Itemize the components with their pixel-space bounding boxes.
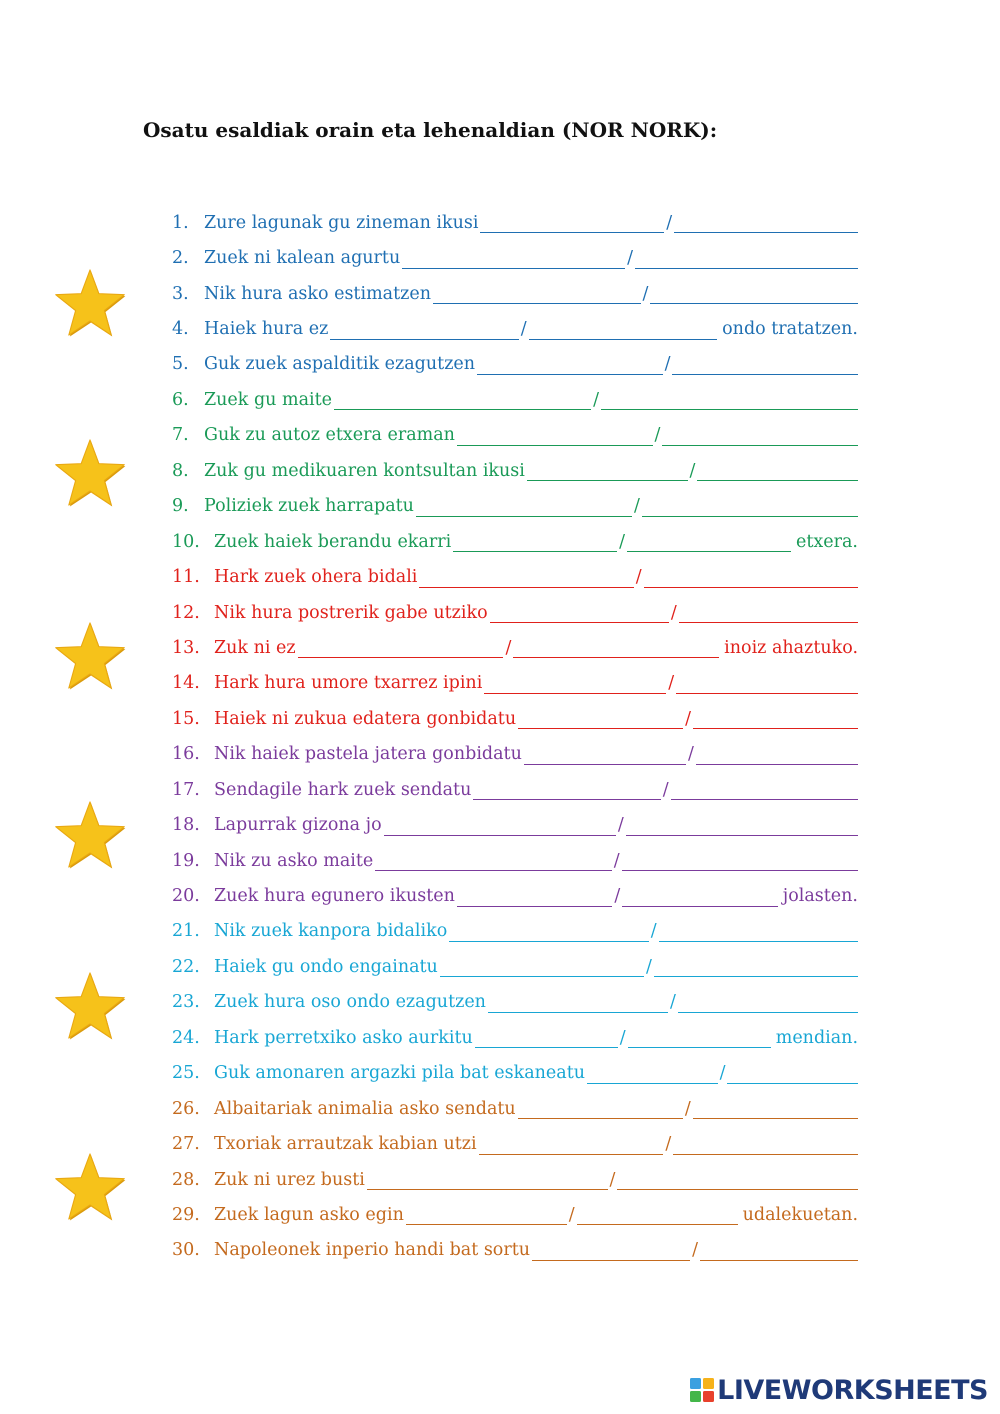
answer-blank-present[interactable]: [457, 425, 653, 446]
blank-separator: /: [505, 637, 512, 658]
exercise-list: [172, 205, 858, 1268]
answer-blank-past[interactable]: [700, 1240, 858, 1261]
exercise-row: [172, 807, 858, 842]
exercise-number: 19.: [172, 850, 200, 871]
answer-blank-past[interactable]: [697, 460, 858, 481]
exercise-row: [172, 205, 858, 240]
exercise-sentence-ending: ondo tratatzen.: [722, 319, 858, 340]
exercise-number: 24.: [172, 1027, 200, 1048]
blank-separator: /: [617, 815, 624, 836]
exercise-row: [172, 949, 858, 984]
blank-separator: /: [692, 1240, 698, 1261]
blank-separator: /: [568, 1204, 575, 1225]
answer-blank-present[interactable]: [484, 673, 666, 694]
blank-separator: /: [642, 283, 649, 304]
exercise-sentence-ending: jolasten.: [782, 886, 858, 907]
answer-blank-present[interactable]: [298, 637, 504, 658]
blank-separator: /: [619, 1027, 626, 1048]
blank-separator: /: [665, 1134, 672, 1155]
answer-blank-present[interactable]: [375, 850, 611, 871]
exercise-number: 1.: [172, 212, 189, 233]
exercise-row: [172, 737, 858, 772]
blank-separator: /: [650, 921, 657, 942]
answer-blank-past[interactable]: [622, 850, 858, 871]
blank-separator: /: [635, 567, 642, 588]
exercise-row: [172, 1056, 858, 1091]
answer-blank-past[interactable]: [659, 921, 858, 942]
answer-blank-present[interactable]: [330, 319, 518, 340]
answer-blank-past[interactable]: [627, 531, 791, 552]
answer-blank-present[interactable]: [490, 602, 669, 623]
answer-blank-past[interactable]: [679, 602, 858, 623]
exercise-number: 7.: [172, 425, 189, 446]
exercise-sentence: Hark hura umore txarrez ipini: [214, 673, 483, 694]
blank-separator: /: [627, 248, 634, 269]
answer-blank-present[interactable]: [453, 531, 617, 552]
exercise-sentence: Sendagile hark zuek sendatu: [214, 779, 472, 800]
answer-blank-past[interactable]: [672, 354, 858, 375]
exercise-sentence: Haiek gu ondo engainatu: [214, 956, 438, 977]
exercise-sentence: Zuek ni kalean agurtu: [204, 248, 401, 269]
blank-separator: /: [684, 1098, 691, 1119]
exercise-number: 17.: [172, 779, 200, 800]
exercise-sentence: Hark perretxiko asko aurkitu: [214, 1027, 473, 1048]
exercise-row: [172, 701, 858, 736]
exercise-sentence: Zure lagunak gu zineman ikusi: [204, 212, 479, 233]
answer-blank-past[interactable]: [635, 248, 858, 269]
answer-blank-present[interactable]: [457, 886, 613, 907]
answer-blank-present[interactable]: [524, 744, 686, 765]
exercise-sentence: Haiek ni zukua edatera gonbidatu: [214, 708, 517, 729]
exercise-number: 27.: [172, 1134, 200, 1155]
exercise-row: [172, 382, 858, 417]
exercise-sentence: Hark zuek ohera bidali: [214, 567, 418, 588]
exercise-sentence-ending: inoiz ahaztuko.: [724, 637, 859, 658]
answer-blank-past[interactable]: [644, 567, 858, 588]
exercise-number: 11.: [172, 567, 200, 588]
answer-blank-past[interactable]: [628, 1027, 771, 1048]
exercise-number: 15.: [172, 708, 200, 729]
exercise-number: 14.: [172, 673, 200, 694]
exercise-row: [172, 453, 858, 488]
liveworksheets-logo[interactable]: [690, 1374, 988, 1406]
exercise-row: [172, 1126, 858, 1161]
blank-separator: /: [609, 1169, 616, 1190]
blank-separator: /: [668, 673, 675, 694]
answer-blank-present[interactable]: [532, 1240, 690, 1261]
star-icon: [54, 971, 126, 1041]
answer-blank-past[interactable]: [650, 283, 858, 304]
exercise-sentence: Nik zu asko maite: [214, 850, 374, 871]
exercise-number: 13.: [172, 637, 200, 658]
exercise-sentence: Zuek hura egunero ikusten: [214, 886, 455, 907]
answer-blank-present[interactable]: [480, 212, 664, 233]
exercise-row: [172, 418, 858, 453]
answer-blank-past[interactable]: [662, 425, 858, 446]
exercise-row: [172, 1020, 858, 1055]
answer-blank-past[interactable]: [513, 637, 719, 658]
exercise-sentence: Guk amonaren argazki pila bat eskaneatu: [214, 1063, 586, 1084]
exercise-sentence-ending: udalekuetan.: [742, 1204, 859, 1225]
answer-blank-past[interactable]: [693, 708, 858, 729]
exercise-sentence: Guk zu autoz etxera eraman: [204, 425, 455, 446]
exercise-number: 5.: [172, 354, 189, 375]
worksheet-title: Osatu esaldiak orain eta lehenaldian (NOR NORK):: [143, 118, 718, 142]
exercise-row: [172, 1091, 858, 1126]
exercise-number: 21.: [172, 921, 200, 942]
exercise-sentence: Zuk ni urez busti: [214, 1169, 365, 1190]
blank-separator: /: [670, 992, 676, 1013]
exercise-row: [172, 559, 858, 594]
exercise-sentence: Zuek gu maite: [204, 389, 333, 410]
exercise-sentence: Zuk ni ez: [214, 637, 296, 658]
answer-blank-past[interactable]: [671, 779, 858, 800]
exercise-number: 16.: [172, 744, 200, 765]
exercise-sentence: Zuek hura oso ondo ezagutzen: [214, 992, 486, 1013]
exercise-row: [172, 276, 858, 311]
blank-separator: /: [666, 212, 673, 233]
exercise-sentence: Zuk gu medikuaren kontsultan ikusi: [204, 460, 525, 481]
blank-separator: /: [685, 708, 692, 729]
blank-separator: /: [614, 886, 621, 907]
star-icon: [54, 438, 126, 508]
exercise-sentence: Zuek haiek berandu ekarri: [214, 531, 452, 552]
answer-blank-past[interactable]: [676, 673, 858, 694]
answer-blank-present[interactable]: [449, 921, 648, 942]
answer-blank-present[interactable]: [416, 496, 632, 517]
exercise-sentence: Nik hura postrerik gabe utziko: [214, 602, 488, 623]
answer-blank-present[interactable]: [477, 354, 663, 375]
exercise-sentence: Guk zuek aspalditik ezagutzen: [204, 354, 476, 375]
answer-blank-past[interactable]: [674, 212, 858, 233]
answer-blank-past[interactable]: [529, 319, 717, 340]
exercise-sentence: Lapurrak gizona jo: [214, 815, 382, 836]
exercise-number: 9.: [172, 496, 189, 517]
star-icon: [54, 621, 126, 691]
exercise-number: 30.: [172, 1240, 200, 1261]
exercise-number: 29.: [172, 1204, 200, 1225]
exercise-number: 8.: [172, 460, 189, 481]
answer-blank-present[interactable]: [440, 956, 644, 977]
exercise-number: 26.: [172, 1098, 200, 1119]
answer-blank-present[interactable]: [473, 779, 660, 800]
exercise-row: [172, 1162, 858, 1197]
exercise-number: 2.: [172, 248, 189, 269]
star-icon: [54, 268, 126, 338]
blank-separator: /: [593, 389, 599, 410]
exercise-number: 12.: [172, 602, 200, 623]
answer-blank-past[interactable]: [601, 389, 858, 410]
star-icon: [54, 800, 126, 870]
answer-blank-past[interactable]: [617, 1169, 858, 1190]
answer-blank-present[interactable]: [527, 460, 688, 481]
exercise-row: [172, 311, 858, 346]
answer-blank-past[interactable]: [626, 815, 858, 836]
exercise-row: [172, 1197, 858, 1232]
answer-blank-past[interactable]: [642, 496, 858, 517]
answer-blank-present[interactable]: [402, 248, 625, 269]
exercise-sentence: Poliziek zuek harrapatu: [204, 496, 414, 517]
answer-blank-present[interactable]: [433, 283, 641, 304]
answer-blank-past[interactable]: [678, 992, 858, 1013]
exercise-row: [172, 1233, 858, 1268]
blank-separator: /: [619, 531, 626, 552]
star-icon: [54, 1152, 126, 1222]
exercise-row: [172, 524, 858, 559]
answer-blank-present[interactable]: [419, 567, 633, 588]
exercise-sentence: Haiek hura ez: [204, 319, 329, 340]
liveworksheets-logo-icon: [690, 1378, 714, 1402]
exercise-sentence: Napoleonek inperio handi bat sortu: [214, 1240, 531, 1261]
blank-separator: /: [520, 319, 527, 340]
answer-blank-present[interactable]: [587, 1063, 718, 1084]
answer-blank-past[interactable]: [727, 1063, 858, 1084]
answer-blank-past[interactable]: [696, 744, 858, 765]
answer-blank-present[interactable]: [406, 1204, 567, 1225]
exercise-number: 3.: [172, 283, 189, 304]
exercise-number: 18.: [172, 815, 200, 836]
answer-blank-present[interactable]: [367, 1169, 608, 1190]
answer-blank-present[interactable]: [488, 992, 668, 1013]
answer-blank-past[interactable]: [673, 1134, 858, 1155]
exercise-number: 28.: [172, 1169, 200, 1190]
exercise-row: [172, 347, 858, 382]
exercise-row: [172, 878, 858, 913]
exercise-row: [172, 666, 858, 701]
exercise-number: 25.: [172, 1063, 200, 1084]
answer-blank-present[interactable]: [334, 389, 591, 410]
exercise-number: 10.: [172, 531, 200, 552]
answer-blank-past[interactable]: [577, 1204, 738, 1225]
answer-blank-present[interactable]: [384, 815, 616, 836]
blank-separator: /: [687, 744, 694, 765]
exercise-sentence-ending: etxera.: [796, 531, 858, 552]
exercise-number: 4.: [172, 319, 189, 340]
exercise-sentence: Albaitariak animalia asko sendatu: [214, 1098, 516, 1119]
answer-blank-past[interactable]: [693, 1098, 858, 1119]
exercise-sentence: Nik haiek pastela jatera gonbidatu: [214, 744, 522, 765]
exercise-number: 22.: [172, 956, 200, 977]
exercise-sentence: Nik zuek kanpora bidaliko: [214, 921, 448, 942]
blank-separator: /: [719, 1063, 726, 1084]
blank-separator: /: [613, 850, 620, 871]
exercise-row: [172, 772, 858, 807]
exercise-row: [172, 630, 858, 665]
exercise-row: [172, 595, 858, 630]
answer-blank-present[interactable]: [479, 1134, 664, 1155]
blank-separator: /: [689, 460, 696, 481]
exercise-sentence: Zuek lagun asko egin: [214, 1204, 404, 1225]
blank-separator: /: [664, 354, 671, 375]
exercise-row: [172, 240, 858, 275]
blank-separator: /: [645, 956, 652, 977]
answer-blank-past[interactable]: [654, 956, 858, 977]
blank-separator: /: [654, 425, 661, 446]
exercise-number: 6.: [172, 389, 189, 410]
blank-separator: /: [670, 602, 677, 623]
exercise-sentence-ending: mendian.: [775, 1027, 859, 1048]
exercise-row: [172, 843, 858, 878]
exercise-row: [172, 985, 858, 1020]
blank-separator: /: [662, 779, 669, 800]
exercise-sentence: Nik hura asko estimatzen: [204, 283, 431, 304]
exercise-sentence: Txoriak arrautzak kabian utzi: [214, 1134, 477, 1155]
exercise-number: 20.: [172, 886, 200, 907]
exercise-row: [172, 489, 858, 524]
exercise-row: [172, 914, 858, 949]
logo-text: LIVEWORKSHEETS: [717, 1374, 988, 1406]
answer-blank-past[interactable]: [622, 886, 778, 907]
exercise-number: 23.: [172, 992, 200, 1013]
answer-blank-present[interactable]: [518, 708, 683, 729]
answer-blank-present[interactable]: [518, 1098, 683, 1119]
answer-blank-present[interactable]: [475, 1027, 618, 1048]
blank-separator: /: [634, 496, 640, 517]
